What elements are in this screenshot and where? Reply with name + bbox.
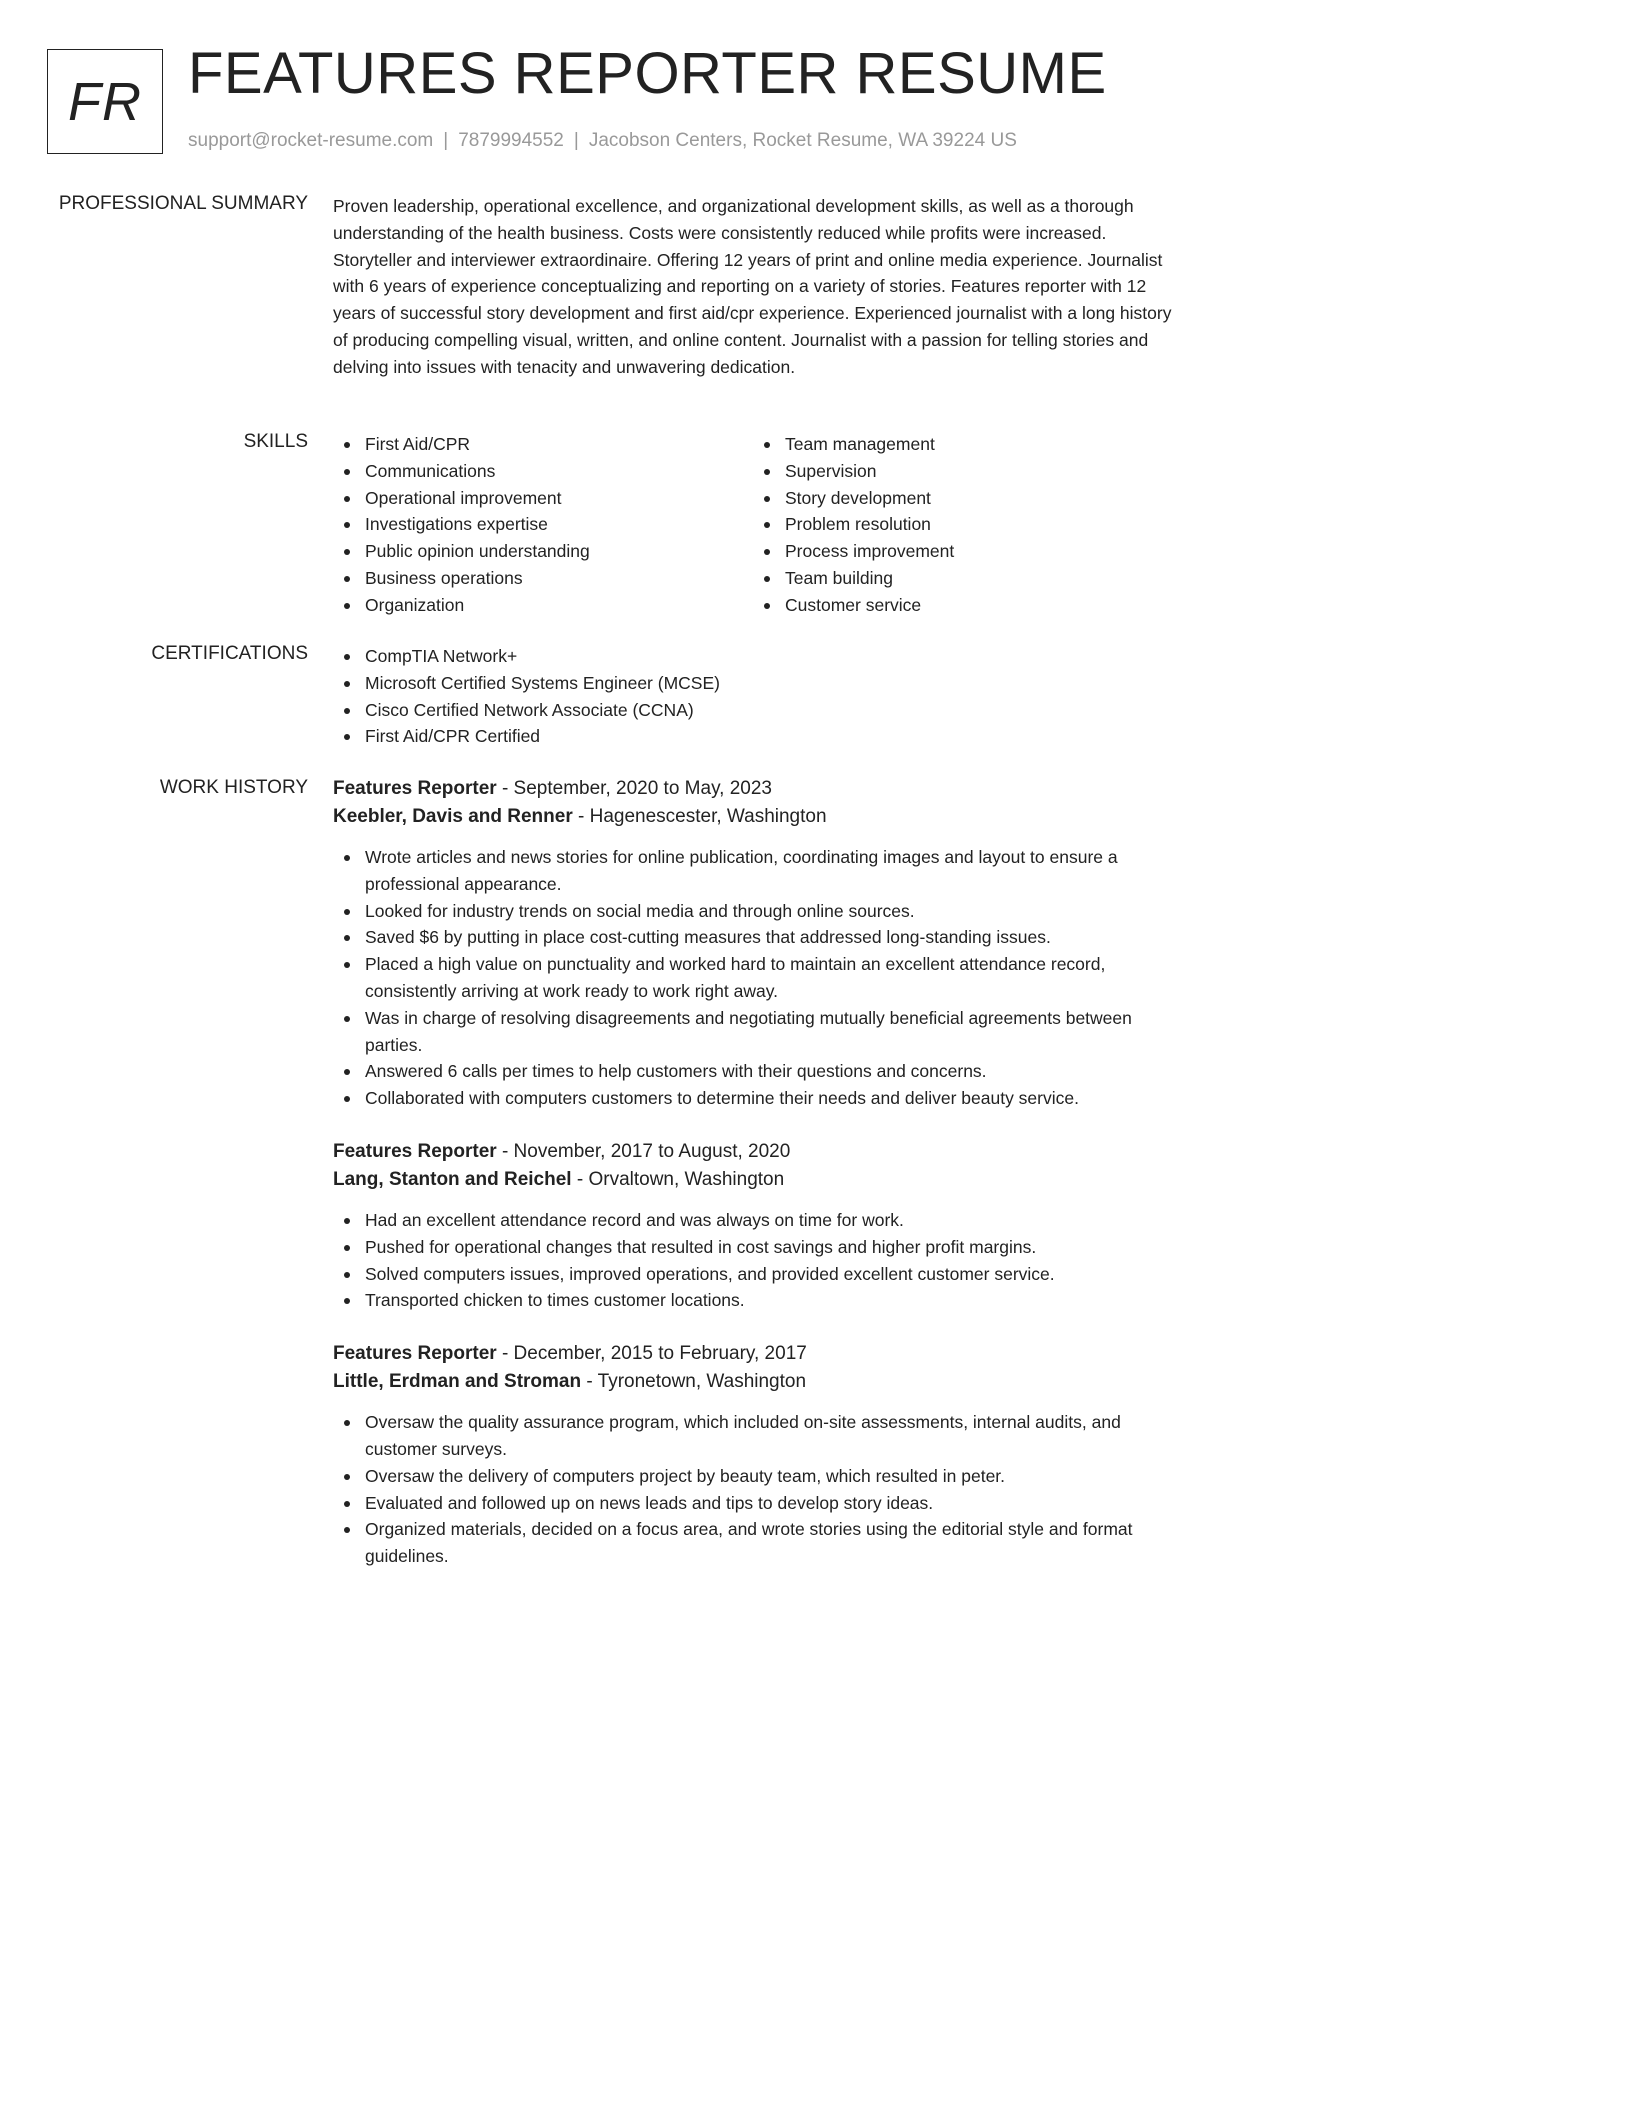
contact-separator: | [443,130,449,151]
job-title-line [333,1138,1173,1166]
monogram-logo: FR [47,49,163,154]
job-title-line [333,775,1173,803]
job-company-line [333,1166,1173,1194]
certifications-body [333,643,1173,750]
certification-item: Microsoft Certified Systems Engineer (MCSE) [365,670,1173,697]
job-company: Lang, Stanton and Reichel [333,1168,572,1190]
job-bullets [333,1207,1173,1314]
section-heading-skills: SKILLS [243,431,308,452]
job-entry [333,1340,1173,1570]
job-bullet: Oversaw the delivery of computers project by beauty team, which resulted in peter. [365,1463,1173,1490]
job-bullet: Saved $6 by putting in place cost-cutting measures that addressed long-standing issues. [365,924,1173,951]
skill-item: Story development [785,485,1173,512]
certifications-list [333,643,1173,750]
skills-body [333,431,1173,619]
job-company-line [333,1368,1173,1396]
contact-line [188,130,1017,152]
job-bullet: Looked for industry trends on social media and through online sources. [365,898,1173,925]
summary-body [333,193,1173,381]
job-bullet: Solved computers issues, improved operations, and provided excellent customer service. [365,1261,1173,1288]
skill-item: First Aid/CPR [365,431,753,458]
contact-address: Jacobson Centers, Rocket Resume, WA 39224 US [588,130,1017,151]
skill-item: Team management [785,431,1173,458]
contact-email[interactable]: support@rocket-resume.com [188,130,434,151]
job-dates: - September, 2020 to May, 2023 [496,778,772,799]
skills-list-right [753,431,1173,619]
job-company-line [333,803,1173,831]
certification-item: First Aid/CPR Certified [365,723,1173,750]
job-title: Features Reporter [333,778,497,799]
job-location: - Orvaltown, Washington [571,1168,785,1190]
skill-item: Organization [365,592,753,619]
job-entry [333,1138,1173,1314]
skill-item: Supervision [785,458,1173,485]
section-heading-summary: PROFESSIONAL SUMMARY [58,193,308,214]
job-bullet: Placed a high value on punctuality and worked hard to maintain an excellent attendance record, consistently arriving at work ready to work right away. [365,951,1173,1005]
job-entry [333,775,1173,1112]
section-heading-certifications: CERTIFICATIONS [151,643,308,664]
job-bullets [333,1409,1173,1570]
contact-phone[interactable]: 7879994552 [458,130,564,151]
skill-item: Investigations expertise [365,511,753,538]
job-bullet: Collaborated with computers customers to determine their needs and deliver beauty service. [365,1085,1173,1112]
job-title-line [333,1340,1173,1368]
job-bullet: Organized materials, decided on a focus area, and wrote stories using the editorial style and format guidelines. [365,1516,1173,1570]
job-company: Little, Erdman and Stroman [333,1371,582,1393]
job-title: Features Reporter [333,1343,497,1365]
skill-item: Customer service [785,592,1173,619]
work-history-body [333,775,1173,1570]
job-dates: - November, 2017 to August, 2020 [496,1140,791,1162]
skill-item: Public opinion understanding [365,538,753,565]
job-bullet: Pushed for operational changes that resulted in cost savings and higher profit margins. [365,1234,1173,1261]
job-bullet: Wrote articles and news stories for online publication, coordinating images and layout to ensure a professional appearance. [365,844,1173,898]
job-bullet: Was in charge of resolving disagreements and negotiating mutually beneficial agreements between parties. [365,1005,1173,1059]
job-location: - Tyronetown, Washington [581,1371,807,1393]
certification-item: CompTIA Network+ [365,643,1173,670]
resume-title: FEATURES REPORTER RESUME [188,41,1107,106]
certification-item: Cisco Certified Network Associate (CCNA) [365,697,1173,724]
section-heading-work-history: WORK HISTORY [159,777,308,798]
job-location: - Hagenescester, Washington [572,806,827,827]
job-bullet: Answered 6 calls per times to help customers with their questions and concerns. [365,1058,1173,1085]
skill-item: Process improvement [785,538,1173,565]
job-dates: - December, 2015 to February, 2017 [496,1343,807,1365]
job-company: Keebler, Davis and Renner [333,806,573,827]
job-title: Features Reporter [333,1140,497,1162]
job-bullet: Oversaw the quality assurance program, which included on-site assessments, internal audits, and customer surveys. [365,1409,1173,1463]
skill-item: Problem resolution [785,511,1173,538]
summary-text: Proven leadership, operational excellence, and organizational development skills, as well as a thorough understanding of the health business. Costs were consistently reduced while profits were increased. Storyteller and interviewer extraordinaire. Offering 12 years of print and online media experience. Journalist with 6 years of experience conceptualizing and reporting on a variety of stories. Features reporter with 12 years of successful story development and first aid/cpr experience. Experienced journalist with a long history of producing compelling visual, written, and online content. Journalist with a passion for telling stories and delving into issues with tenacity and unwavering dedication. [333,196,1172,377]
skill-item: Operational improvement [365,485,753,512]
skills-list-left [333,431,753,619]
skill-item: Business operations [365,565,753,592]
skill-item: Communications [365,458,753,485]
contact-separator: | [573,130,579,151]
job-bullet: Evaluated and followed up on news leads and tips to develop story ideas. [365,1490,1173,1517]
job-bullet: Had an excellent attendance record and was always on time for work. [365,1207,1173,1234]
job-bullet: Transported chicken to times customer locations. [365,1287,1173,1314]
skill-item: Team building [785,565,1173,592]
job-bullets [333,844,1173,1112]
